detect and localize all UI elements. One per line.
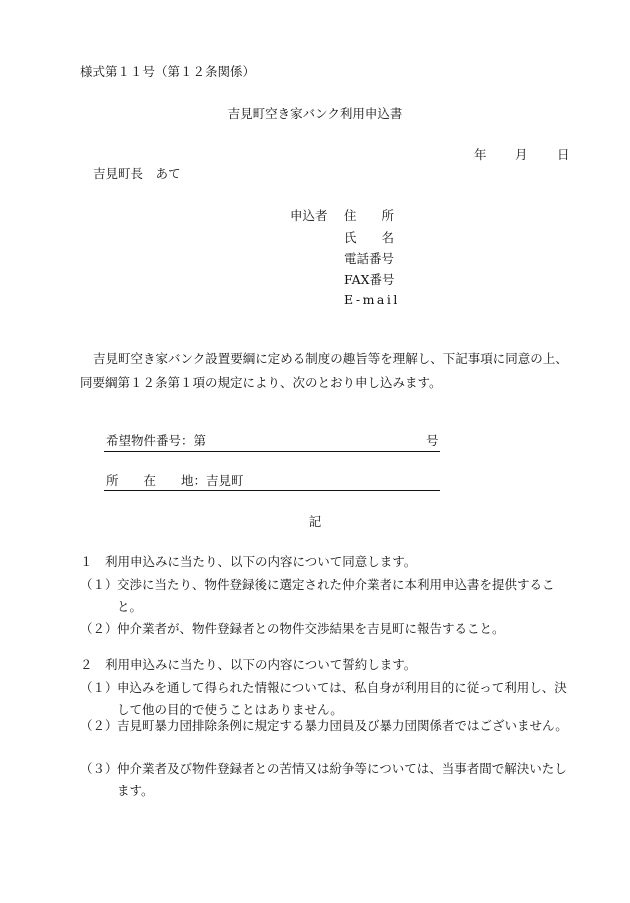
addressee: 吉見町長 あて — [93, 166, 181, 181]
form-number: 様式第１１号（第１２条関係） — [80, 64, 256, 79]
location-underline — [104, 490, 440, 491]
date-day: 日 — [557, 147, 570, 162]
fax-label: FAX番号 — [344, 272, 395, 287]
date-year: 年 — [474, 147, 487, 162]
applicant-label: 申込者 — [290, 208, 328, 223]
section-1-heading: １ 利用申込みに当たり、以下の内容について同意します。 — [80, 554, 417, 569]
item-text: 交渉に当たり、物件登録後に選定された仲介業者に本利用申込書を提供すること。 — [117, 577, 555, 614]
name-label: 氏 名 — [344, 230, 395, 245]
document-title: 吉見町空き家バンク利用申込書 — [227, 106, 403, 121]
address-label: 住 所 — [344, 208, 395, 223]
email-label: E-mail — [344, 292, 400, 307]
intro-paragraph: 吉見町空き家バンク設置要綱に定める制度の趣旨等を理解し、下記事項に同意の上、同要綱第１２条第１項の規定により、次のとおり申し込みます。 — [80, 351, 568, 390]
item-number: （１） — [80, 577, 118, 592]
item-number: （２） — [80, 718, 118, 733]
property-number-underline — [104, 451, 440, 452]
location-label: 所 在 地：吉見町 — [106, 473, 244, 488]
item-text: 仲介業者及び物件登録者との苦情又は紛争等については、当事者間で解決いたします。 — [117, 761, 567, 798]
item-number: （３） — [80, 761, 118, 776]
item-number: （２） — [80, 621, 118, 636]
item-text: 吉見町暴力団排除条例に規定する暴力団員及び暴力団関係者ではございません。 — [117, 718, 568, 733]
date-month: 月 — [515, 147, 528, 162]
property-number-suffix: 号 — [426, 433, 439, 448]
ki-heading: 記 — [308, 514, 322, 529]
section-1-item-2 — [80, 618, 572, 640]
phone-label: 電話番号 — [344, 251, 395, 266]
section-2-item-3 — [80, 758, 572, 802]
section-2-item-2 — [80, 715, 572, 759]
item-text: 申込みを通して得られた情報については、私自身が利用目的に従って利用し、決して他の目的で使うことはありません。 — [117, 680, 567, 717]
item-number: （１） — [80, 680, 118, 695]
item-text: 仲介業者が、物件登録者との物件交渉結果を吉見町に報告すること。 — [117, 621, 505, 636]
property-number-label: 希望物件番号：第 — [106, 433, 207, 448]
section-1-item-1 — [80, 574, 572, 618]
section-2-heading: ２ 利用申込みに当たり、以下の内容について誓約します。 — [80, 657, 417, 672]
